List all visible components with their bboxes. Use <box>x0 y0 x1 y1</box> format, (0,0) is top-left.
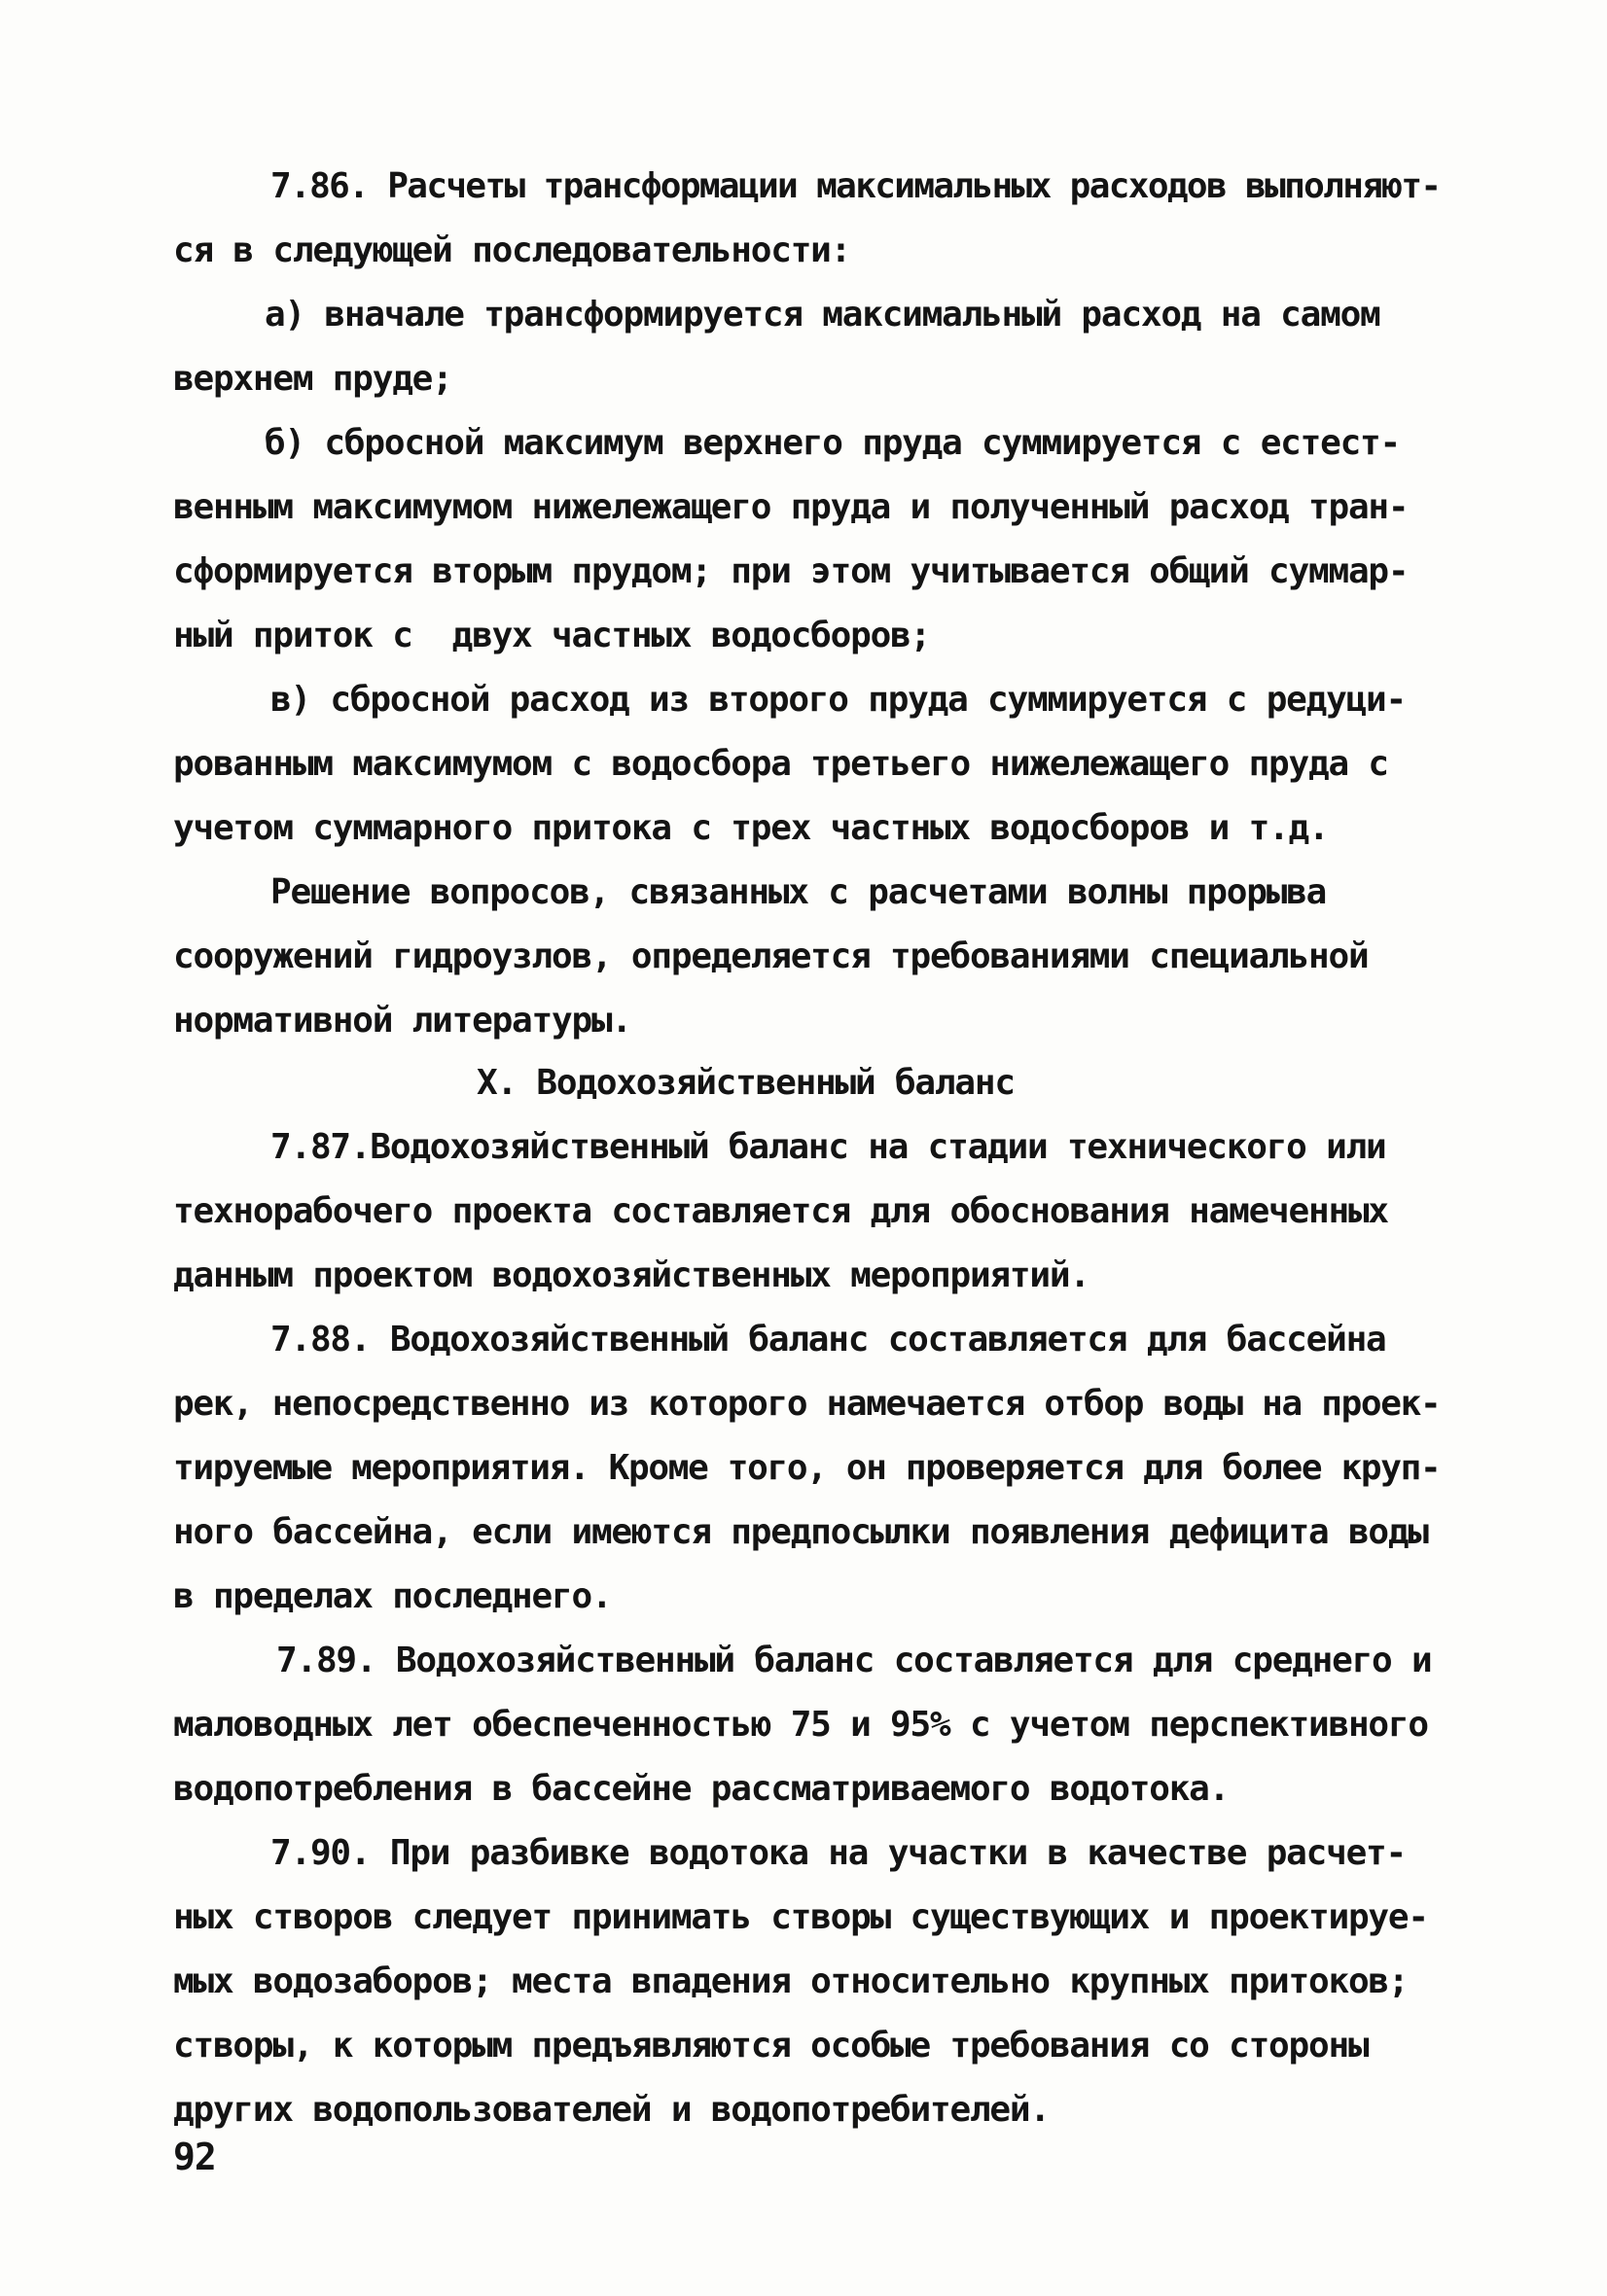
text-line-13: сооружений гидроузлов, определяется требованиями специальной <box>173 936 1369 976</box>
text-line-30: створы, к которым предъявляются особые требования со стороны <box>173 2026 1369 2066</box>
text-line-9: в) сбросной расход из второго пруда суммируется с редуци- <box>270 680 1407 720</box>
text-line-6: венным максимумом нижележащего пруда и полученный расход тран- <box>173 487 1409 527</box>
text-line-16: 7.87.Водохозяйственный баланс на стадии технического или <box>270 1127 1386 1167</box>
text-line-21: тируемые мероприятия. Кроме того, он проверяется для более круп- <box>173 1448 1441 1488</box>
text-line-29: мых водозаборов; места впадения относительно крупных притоков; <box>173 1961 1409 2001</box>
text-line-27: 7.90. При разбивке водотока на участки в качестве расчет- <box>270 1833 1407 1873</box>
text-line-1: 7.86. Расчеты трансформации максимальных расходов выполняют- <box>270 166 1441 206</box>
section-heading: Х. Водохозяйственный баланс <box>477 1063 1015 1103</box>
text-line-10: рованным максимумом с водосбора третьего нижележащего пруда с <box>173 744 1388 784</box>
text-line-7: сформируется вторым прудом; при этом учитывается общий суммар- <box>173 551 1409 591</box>
text-line-12: Решение вопросов, связанных с расчетами волны прорыва <box>270 872 1327 912</box>
text-line-3: а) вначале трансформируется максимальный расход на самом <box>265 295 1380 335</box>
text-line-8: ный приток с двух частных водосборов; <box>173 616 931 655</box>
text-line-22: ного бассейна, если имеются предпосылки появления дефицита воды <box>173 1512 1428 1552</box>
text-line-28: ных створов следует принимать створы существующих и проектируе- <box>173 1897 1428 1937</box>
text-line-14: нормативной литературы. <box>173 1001 631 1041</box>
text-line-31: других водопользователей и водопотребителей. <box>173 2090 1050 2130</box>
text-line-4: верхнем пруде; <box>173 359 452 399</box>
text-line-18: данным проектом водохозяйственных мероприятий. <box>173 1255 1089 1295</box>
page-number: 92 <box>173 2136 216 2178</box>
text-line-11: учетом суммарного притока с трех частных водосборов и т.д. <box>173 808 1329 848</box>
text-line-26: водопотребления в бассейне рассматриваемого водотока. <box>173 1769 1230 1809</box>
text-line-24: 7.89. Водохозяйственный баланс составляется для среднего и <box>276 1641 1432 1680</box>
text-line-25: маловодных лет обеспеченностью 75 и 95% с учетом перспективного <box>173 1705 1428 1745</box>
text-line-2: ся в следующей последовательности: <box>173 230 851 270</box>
text-line-20: рек, непосредственно из которого намечается отбор воды на проек- <box>173 1384 1441 1424</box>
text-line-23: в пределах последнего. <box>173 1576 612 1616</box>
text-line-17: технорабочего проекта составляется для обоснования намеченных <box>173 1191 1388 1231</box>
text-line-5: б) сбросной максимум верхнего пруда суммируется с естест- <box>265 423 1401 463</box>
text-line-19: 7.88. Водохозяйственный баланс составляется для бассейна <box>270 1320 1386 1360</box>
